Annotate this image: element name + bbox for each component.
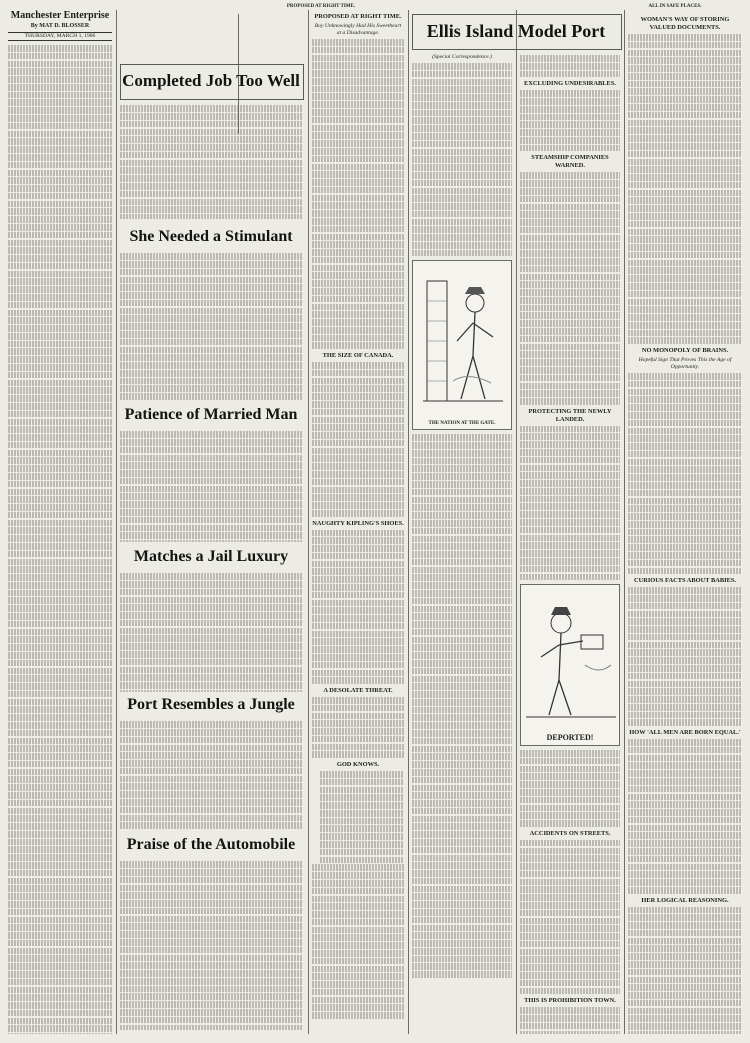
heading-naughty: NAUGHTY KIPLING'S SHOES. bbox=[312, 519, 404, 527]
caption-nation-gate: THE NATION AT THE GATE. bbox=[428, 420, 496, 426]
headline-ellis: Ellis Island Model Port bbox=[426, 21, 606, 41]
column-5 bbox=[412, 54, 512, 1034]
story-jail bbox=[120, 572, 302, 692]
heading-all-men: HOW 'ALL MEN ARE BORN EQUAL.' bbox=[629, 729, 741, 737]
ellis-special: (Special Correspondence.) bbox=[432, 54, 492, 60]
subheading-proposed: Boy Unknowingly Had His Sweetheart at a Disadvantage. bbox=[314, 23, 402, 36]
subheading-hopeful: Hopeful Sign That Proves This the Age of Opportunity. bbox=[638, 357, 732, 371]
heading-steamship: STEAMSHIP COMPANIES WARNED. bbox=[531, 154, 609, 170]
column-rule bbox=[624, 10, 625, 1034]
story-stimulant bbox=[120, 252, 302, 400]
column-rule bbox=[308, 10, 309, 1034]
headline-stimulant: She Needed a Stimulant bbox=[129, 228, 293, 245]
masthead-date: THURSDAY, MARCH 1, 1906 bbox=[8, 32, 112, 41]
headline-job: Completed Job Too Well bbox=[122, 71, 300, 90]
headline-patience: Patience of Married Man bbox=[124, 406, 298, 423]
story-patience bbox=[120, 430, 302, 542]
column-6 bbox=[520, 54, 620, 1034]
headline-jail: Matches a Jail Luxury bbox=[133, 548, 289, 565]
story-job bbox=[120, 104, 302, 219]
heading-her-logic: HER LOGICAL REASONING. bbox=[641, 896, 729, 904]
cartoon-illustration bbox=[413, 261, 512, 411]
heading-prohibition: THIS IS PROHIBITION TOWN. bbox=[524, 997, 616, 1005]
column-rule bbox=[408, 10, 409, 1034]
heading-protecting: PROTECTING THE NEWLY LANDED. bbox=[528, 407, 612, 423]
deported-illustration bbox=[521, 585, 620, 725]
headline-auto: Praise of the Automobile bbox=[126, 836, 296, 853]
column-4 bbox=[312, 10, 404, 1034]
heading-proposed: PROPOSED AT RIGHT TIME. bbox=[314, 13, 402, 20]
cartoon-deported bbox=[520, 584, 620, 746]
column-rule bbox=[516, 10, 517, 1034]
masthead-title: Manchester Enterprise bbox=[10, 10, 110, 21]
story-port-jungle bbox=[120, 720, 302, 830]
cartoon-nation-gate bbox=[412, 260, 512, 430]
heading-accidents: ACCIDENTS ON STREETS. bbox=[529, 829, 611, 837]
top-mid-label: PROPOSED AT RIGHT TIME. bbox=[286, 4, 356, 9]
column-rule bbox=[116, 10, 117, 1034]
caption-deported: DEPORTED! bbox=[546, 732, 594, 742]
newspaper-page bbox=[8, 4, 742, 1038]
column-7 bbox=[628, 10, 742, 1034]
heading-excluding: EXCLUDING UNDESIRABLES. bbox=[524, 80, 616, 88]
heading-no-monopoly: NO MONOPOLY OF BRAINS. bbox=[641, 347, 729, 355]
heading-womans-way: WOMAN'S WAY OF STORING VALUED DOCUMENTS. bbox=[640, 16, 730, 31]
headline-port-jungle: Port Resembles a Jungle bbox=[127, 696, 295, 713]
column-1 bbox=[8, 10, 112, 1034]
heading-size-canada: THE SIZE OF CANADA. bbox=[322, 352, 394, 360]
story-auto bbox=[120, 860, 302, 1030]
heading-desolate: A DESOLATE THREAT. bbox=[323, 686, 393, 694]
heading-curious-facts: CURIOUS FACTS ABOUT BABIES. bbox=[633, 577, 737, 585]
heading-god-knows: GOD KNOWS. bbox=[336, 761, 380, 768]
masthead-byline: By MAT D. BLOSSER bbox=[30, 23, 90, 29]
top-right-label: ALL IN SAFE PLACES. bbox=[648, 4, 702, 9]
